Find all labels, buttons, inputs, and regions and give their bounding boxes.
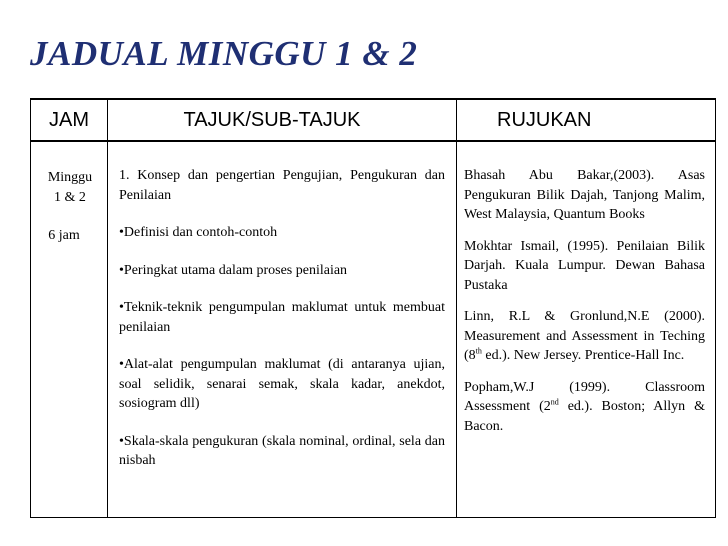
tajuk-column (107, 141, 457, 518)
topic-item-5: •Alat-alat pengumpulan maklumat (di antaranya ujian, soal selidik, senarai semak, skala kadar, anekdot, sosiogram dll) (119, 357, 445, 411)
week-label (40, 168, 100, 208)
reference-item-4 (464, 378, 705, 437)
reference-list (464, 166, 705, 448)
header-jam: JAM (30, 98, 108, 142)
reference-3-text-b: ed.). New Jersey. Prentice-Hall Inc. (481, 348, 685, 363)
reference-4-text-b: ed.). Boston; Allyn & Bacon. (464, 399, 705, 434)
reference-4-text-a: Popham,W.J (1999). Classroom Assessment (2 (464, 379, 705, 414)
header-tajuk: TAJUK/SUB-TAJUK (107, 98, 457, 142)
reference-3-superscript: th (475, 346, 482, 356)
hours-label: 6 jam (48, 228, 80, 243)
topic-item-4: •Teknik-teknik pengumpulan maklumat untuk membuat penilaian (119, 300, 445, 335)
reference-3-text-a: Linn, R.L & Gronlund,N.E (2000). Measurement and Assessment in Teching (8 (464, 309, 705, 363)
jam-column (30, 141, 108, 518)
reference-item-2: Mokhtar Ismail, (1995). Penilaian Bilik Darjah. Kuala Lumpur. Dewan Bahasa Pustaka (464, 238, 705, 293)
header-rujukan: RUJUKAN (456, 98, 716, 142)
rujukan-column (456, 141, 716, 518)
topic-list (119, 166, 445, 489)
week-line-2: 1 & 2 (54, 190, 86, 205)
topic-item-2: •Definisi dan contoh-contoh (119, 225, 278, 240)
page-title: JADUAL MINGGU 1 & 2 (30, 34, 418, 73)
reference-item-3 (464, 307, 705, 366)
topic-item-1: 1. Konsep dan pengertian Pengujian, Pengukuran dan Penilaian (119, 168, 445, 203)
topic-item-3: •Peringkat utama dalam proses penilaian (119, 262, 348, 278)
topic-item-6: •Skala-skala pengukuran (skala nominal, ordinal, sela dan nisbah (119, 433, 445, 468)
reference-4-superscript: nd (550, 397, 559, 407)
reference-item-1: Bhasah Abu Bakar,(2003). Asas Pengukuran Bilik Dajah, Tanjong Malim, West Malaysia, Quantum Books (464, 168, 705, 222)
week-line-1: Minggu (47, 170, 93, 185)
